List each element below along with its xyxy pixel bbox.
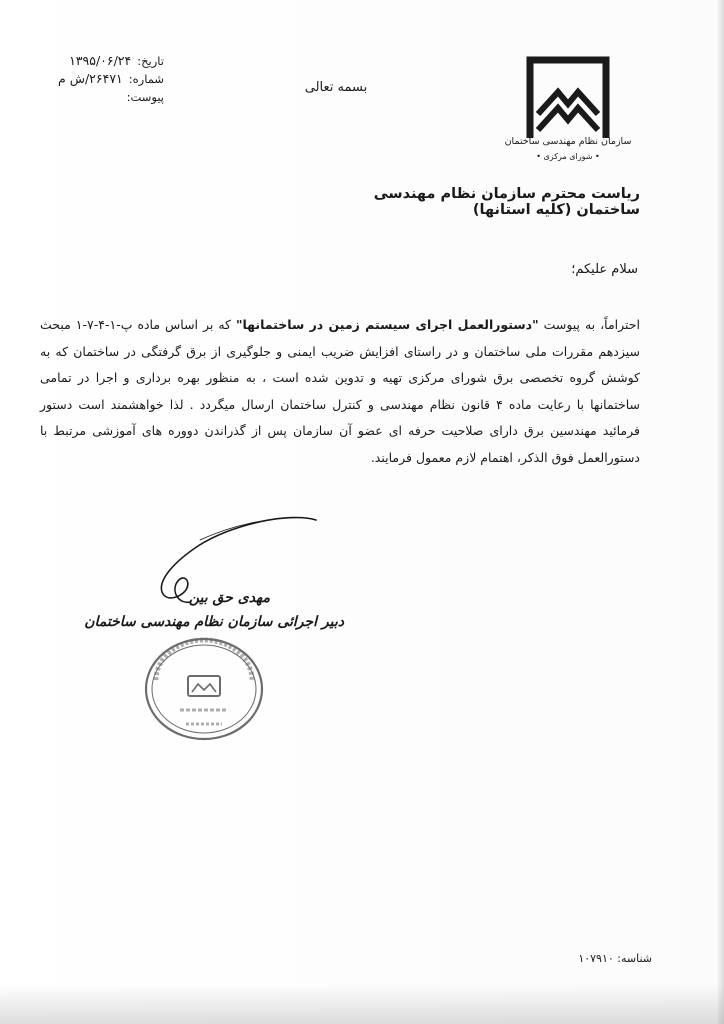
- attachment-label: پیوست:: [126, 90, 164, 104]
- document-id-value: ۱۰۷۹۱۰: [578, 952, 614, 965]
- number-row: [40, 70, 164, 88]
- logo-org-name: سازمان نظام مهندسی ساختمان: [504, 136, 632, 147]
- body-main: که بر اساس ماده پ-۱-۴-۷-۱ مبحث سیزدهم مقررات ملی ساختمان و در راستای افزایش ضریب ایمنی و جلوگیری از برق گرفتگی در ساختمان که به کوشش گروه تخصصی برق شورای مرکزی تهیه و تدوین شده است ، به منظور بهره برداری و اجرا در تمامی ساختمانها با رعایت ماده ۴ قانون نظام مهندسی و کنترل ساختمان ارسال میگردد . لذا خواهشمند است دستور فرمائید مهندسین برق دارای صلاحیت حرفه ای عضو آن سازمان پس از گذراندن دووره های آموزشی مرتبط با دستورالعمل فوق الذکر، اهتمام لازم معمول فرمایند.: [40, 317, 640, 465]
- basmala: بسمه تعالی: [304, 80, 368, 95]
- attachment-row: [40, 88, 164, 106]
- recipient: ریاست محترم سازمان نظام مهندسی ساختمان (کلیه استانها): [373, 186, 640, 218]
- official-seal-icon: [140, 634, 268, 744]
- building-roof-logo-icon: [508, 50, 628, 150]
- page-edge: [718, 0, 724, 1024]
- body-document-title: "دستورالعمل اجرای سیستم زمین در ساختمانها": [235, 317, 539, 332]
- logo-sub-name: • شورای مرکزی •: [536, 152, 600, 161]
- page-bottom-shadow: [0, 984, 724, 1024]
- body-intro: احتراماً، به پیوست: [538, 317, 640, 332]
- letter-meta: [40, 52, 164, 106]
- number-label: شماره:: [128, 72, 164, 86]
- date-label: تاریخ:: [137, 54, 164, 68]
- date-row: [40, 52, 164, 70]
- number-value: ۲۶۴۷۱/ش م: [57, 71, 123, 86]
- date-value: ۱۳۹۵/۰۶/۲۴: [69, 53, 132, 68]
- greeting: سلام علیکم؛: [571, 262, 638, 277]
- signer-name: مهدی حق بین: [188, 590, 270, 606]
- document-id: [552, 952, 652, 965]
- signer-title: دبیر اجرائی سازمان نظام مهندسی ساختمان: [84, 614, 344, 630]
- document-id-label: شناسه:: [617, 952, 652, 965]
- letter-body: [40, 312, 640, 471]
